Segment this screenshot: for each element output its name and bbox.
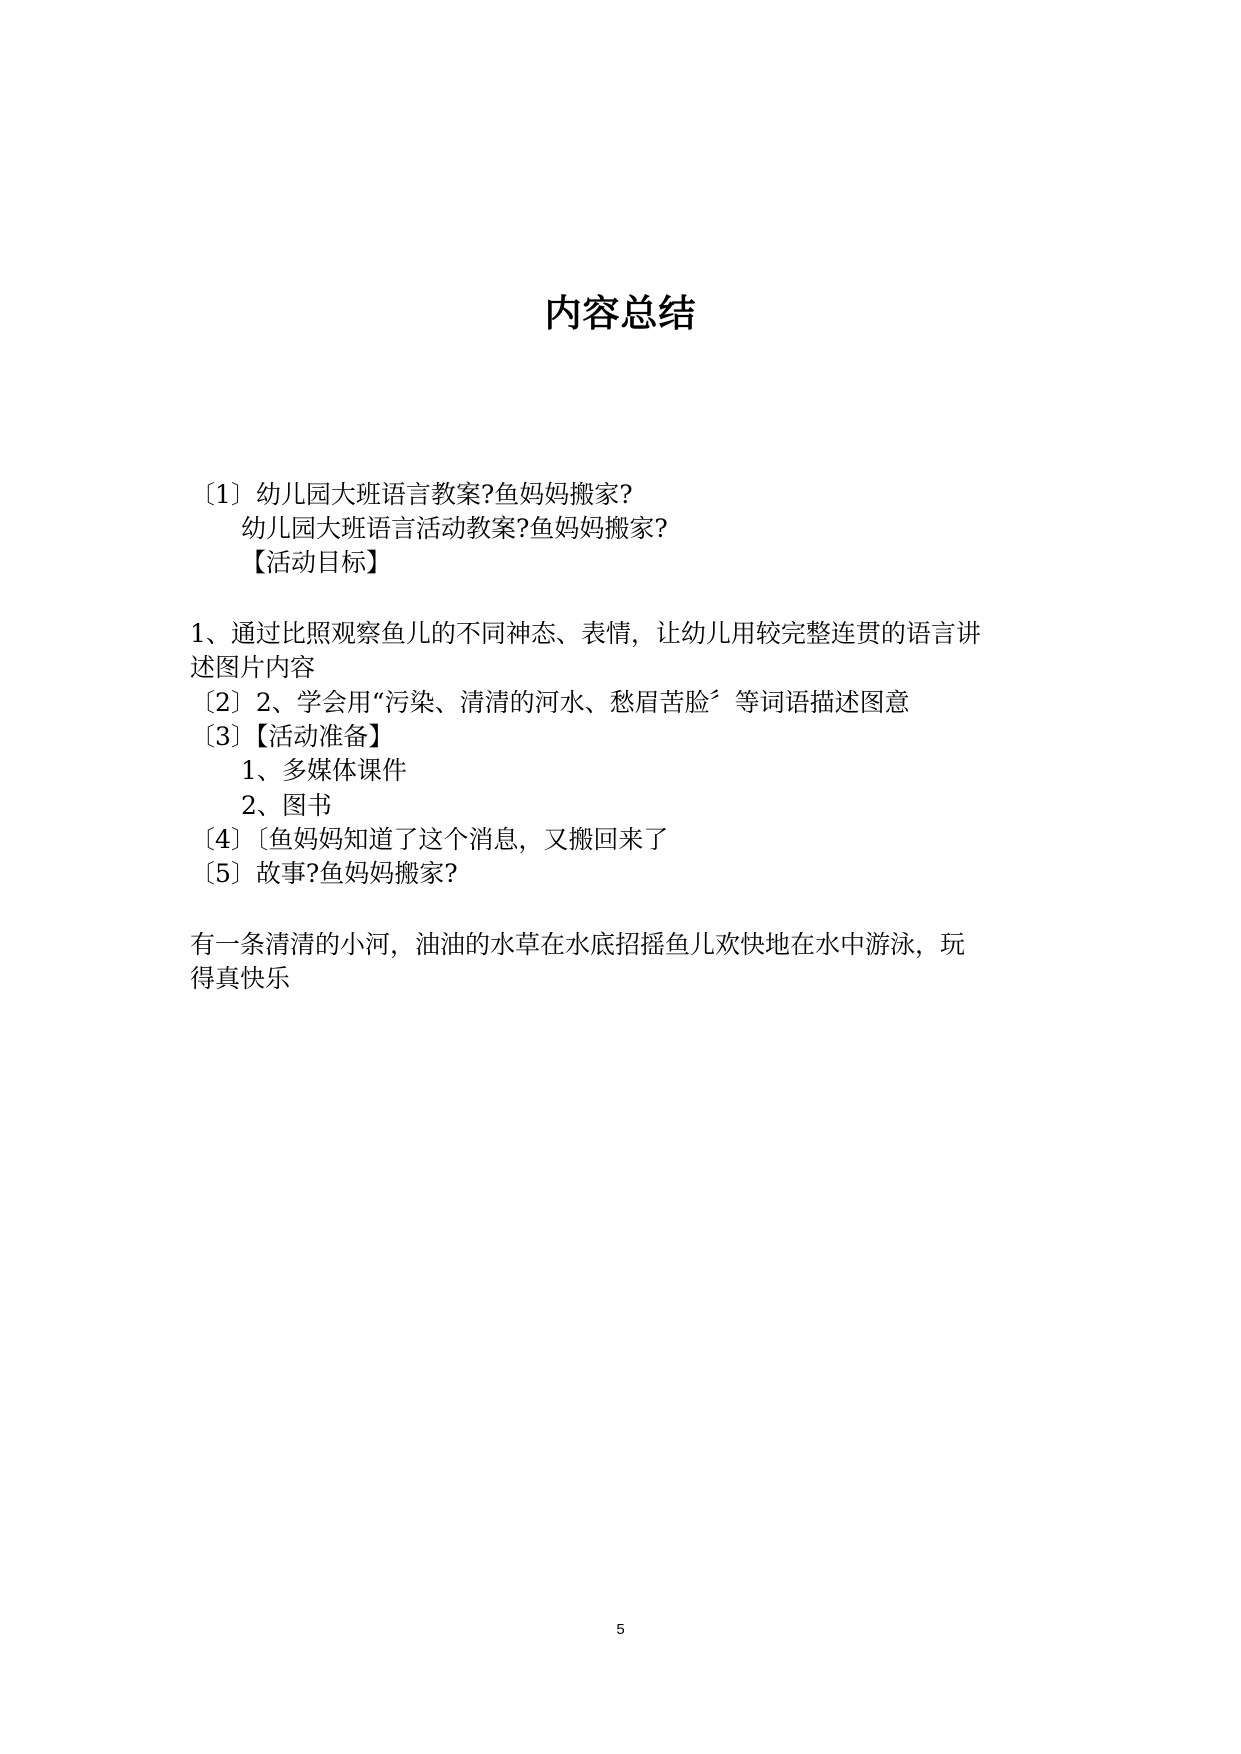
summary-item-1: 〔1〕幼儿园大班语言教案?鱼妈妈搬家? xyxy=(190,480,633,509)
summary-item-2: 〔2〕2、学会用“污染、清清的河水、愁眉苦脸〞等词语描述图意 xyxy=(190,688,910,717)
activity-goals-heading: 【活动目标】 xyxy=(241,548,392,577)
summary-item-3: 〔3〕【活动准备】 xyxy=(190,722,394,751)
story-paragraph-line-2: 得真快乐 xyxy=(190,964,291,993)
lesson-plan-title: 幼儿园大班语言活动教案?鱼妈妈搬家? xyxy=(241,514,668,543)
page-title: 内容总结 xyxy=(544,292,697,335)
page-number: 5 xyxy=(616,1621,625,1638)
summary-item-5: 〔5〕故事?鱼妈妈搬家? xyxy=(190,859,458,888)
story-paragraph-line-1: 有一条清清的小河，油油的水草在水底招摇鱼儿欢快地在水中游泳，玩 xyxy=(190,930,966,959)
preparation-item-2: 2、图书 xyxy=(241,791,332,820)
preparation-item-1: 1、多媒体课件 xyxy=(241,756,407,785)
summary-item-4: 〔4〕〔鱼妈妈知道了这个消息，又搬回来了 xyxy=(190,825,669,854)
goal-1-line-1: 1、通过比照观察鱼儿的不同神态、表情，让幼儿用较完整连贯的语言讲 xyxy=(190,619,981,648)
goal-1-line-2: 述图片内容 xyxy=(190,653,316,682)
